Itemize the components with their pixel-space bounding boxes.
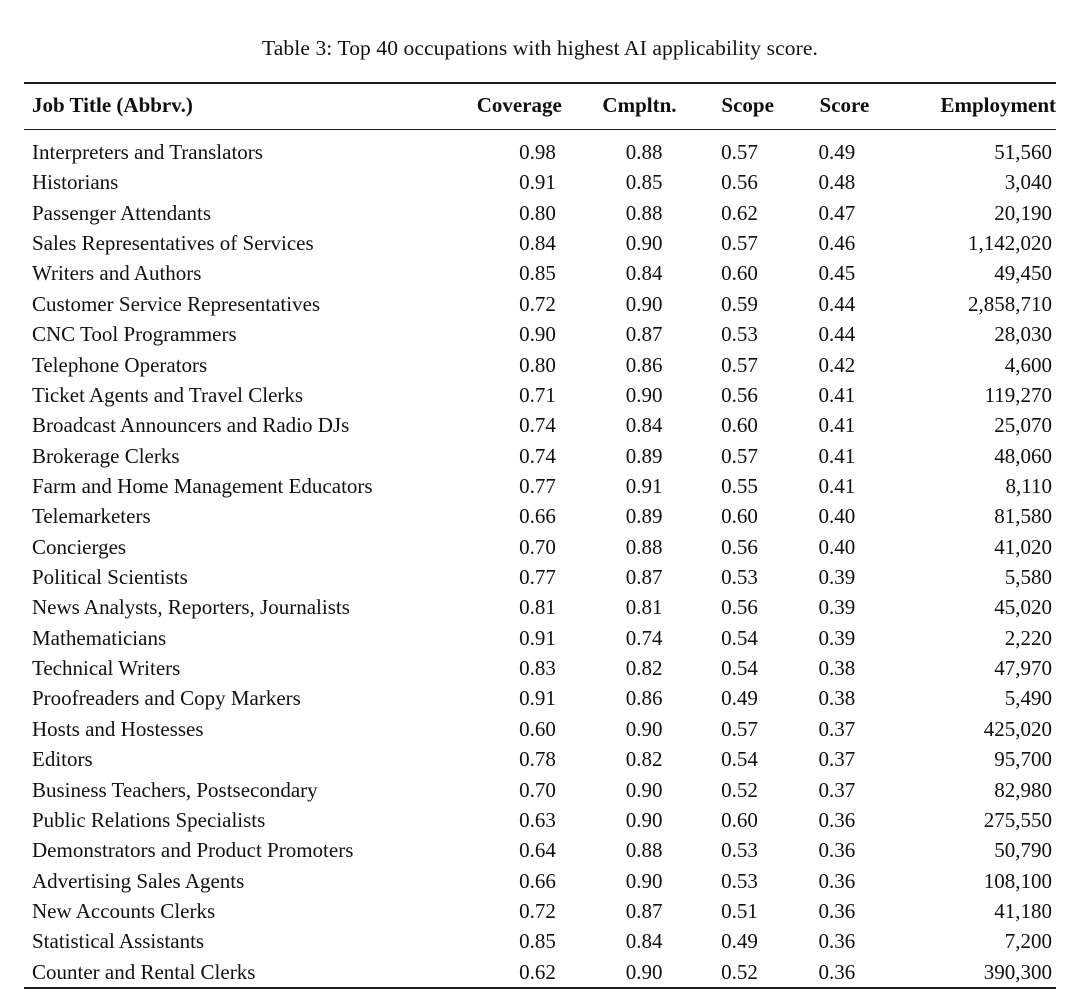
cell-coverage: 0.84	[519, 231, 556, 256]
table-row	[24, 198, 1056, 228]
cell-scope: 0.52	[721, 777, 758, 802]
cell-cmpltn: 0.91	[625, 473, 663, 498]
table-row	[24, 350, 1056, 380]
cell-coverage: 0.91	[519, 625, 556, 650]
cell-employment: 5,490	[1004, 686, 1052, 711]
table-row	[24, 562, 1056, 592]
cell-coverage: 0.83	[519, 656, 556, 681]
cell-title: Political Scientists	[32, 565, 188, 590]
cell-cmpltn: 0.90	[625, 777, 663, 802]
cell-title: Writers and Authors	[32, 261, 202, 286]
table-row	[24, 289, 1056, 319]
column-header-score: Score	[774, 83, 869, 130]
cell-score: 0.37	[818, 777, 856, 802]
cell-employment: 41,020	[994, 534, 1052, 559]
cell-scope: 0.60	[721, 413, 758, 438]
cell-title: Hosts and Hostesses	[32, 716, 204, 741]
cell-employment: 275,550	[983, 807, 1052, 832]
cell-scope: 0.59	[721, 291, 758, 316]
cell-title: New Accounts Clerks	[32, 898, 216, 923]
cell-scope: 0.56	[721, 170, 758, 195]
cell-scope: 0.57	[721, 140, 758, 164]
cell-coverage: 0.80	[519, 200, 556, 225]
cell-employment: 3,040	[1004, 170, 1052, 195]
cell-employment: 25,070	[994, 413, 1052, 438]
column-header-cmpltn: Cmpltn.	[562, 83, 677, 130]
cell-cmpltn: 0.84	[625, 413, 663, 438]
table-row	[24, 653, 1056, 683]
cell-score: 0.37	[818, 747, 856, 772]
cell-scope: 0.57	[721, 231, 758, 256]
cell-score: 0.36	[818, 807, 856, 832]
cell-scope: 0.53	[721, 868, 758, 893]
table-body	[24, 130, 1056, 988]
cell-coverage: 0.71	[519, 382, 556, 407]
table-row	[24, 623, 1056, 653]
cell-score: 0.44	[818, 291, 856, 316]
cell-cmpltn: 0.85	[625, 170, 663, 195]
cell-score: 0.49	[818, 140, 856, 164]
table-row	[24, 228, 1056, 258]
table-row	[24, 258, 1056, 288]
cell-cmpltn: 0.87	[625, 565, 663, 590]
cell-score: 0.36	[818, 898, 856, 923]
cell-scope: 0.51	[721, 898, 758, 923]
cell-coverage: 0.60	[519, 716, 556, 741]
cell-coverage: 0.74	[519, 443, 556, 468]
table-spacer-cell	[24, 130, 1056, 138]
table-row	[24, 441, 1056, 471]
column-header-coverage: Coverage	[434, 83, 562, 130]
cell-scope: 0.60	[721, 504, 758, 529]
cell-score: 0.47	[818, 200, 856, 225]
cell-employment: 28,030	[994, 322, 1052, 347]
cell-score: 0.41	[818, 473, 856, 498]
cell-scope: 0.62	[721, 200, 758, 225]
table-row	[24, 835, 1056, 865]
cell-cmpltn: 0.81	[625, 595, 663, 620]
cell-employment: 390,300	[983, 959, 1052, 984]
cell-title: Advertising Sales Agents	[32, 868, 245, 893]
cell-title: Mathematicians	[32, 625, 167, 650]
table-row	[24, 957, 1056, 987]
cell-title: Proofreaders and Copy Markers	[32, 686, 301, 711]
cell-title: Counter and Rental Clerks	[32, 959, 256, 984]
cell-employment: 2,220	[1004, 625, 1052, 650]
cell-coverage: 0.77	[519, 473, 556, 498]
table-row	[24, 744, 1056, 774]
cell-scope: 0.54	[721, 656, 758, 681]
cell-employment: 2,858,710	[968, 291, 1052, 316]
cell-cmpltn: 0.84	[625, 261, 663, 286]
cell-title: Editors	[32, 747, 93, 772]
table-row	[24, 714, 1056, 744]
cell-score: 0.36	[818, 868, 856, 893]
cell-title: News Analysts, Reporters, Journalists	[32, 595, 350, 620]
table-header	[24, 83, 1056, 130]
cell-employment: 119,270	[984, 382, 1052, 407]
table-caption: Table 3: Top 40 occupations with highest AI applicability score.	[262, 36, 818, 60]
cell-coverage: 0.62	[519, 959, 556, 984]
cell-employment: 5,580	[1004, 565, 1052, 590]
cell-score: 0.42	[818, 352, 856, 377]
cell-scope: 0.57	[721, 443, 758, 468]
cell-coverage: 0.77	[519, 565, 556, 590]
cell-score: 0.39	[818, 625, 856, 650]
table-row	[24, 896, 1056, 926]
cell-scope: 0.56	[721, 595, 758, 620]
cell-cmpltn: 0.90	[625, 807, 663, 832]
cell-title: Public Relations Specialists	[32, 807, 266, 832]
cell-title: Telephone Operators	[32, 352, 208, 377]
cell-title: Business Teachers, Postsecondary	[32, 777, 318, 802]
cell-score: 0.46	[818, 231, 856, 256]
cell-coverage: 0.66	[519, 868, 556, 893]
cell-title: CNC Tool Programmers	[32, 322, 237, 347]
table-header-row	[24, 83, 1056, 130]
cell-employment: 95,700	[994, 747, 1052, 772]
cell-score: 0.38	[818, 686, 856, 711]
cell-cmpltn: 0.82	[625, 656, 663, 681]
cell-coverage: 0.64	[519, 838, 556, 863]
cell-employment: 1,142,020	[968, 231, 1052, 256]
table-row	[24, 380, 1056, 410]
cell-score: 0.41	[818, 413, 856, 438]
cell-score: 0.36	[818, 959, 856, 984]
cell-scope: 0.53	[721, 838, 758, 863]
cell-score: 0.45	[818, 261, 856, 286]
cell-scope: 0.60	[721, 261, 758, 286]
cell-score: 0.36	[818, 929, 856, 954]
cell-scope: 0.56	[721, 534, 758, 559]
table-row	[24, 167, 1056, 197]
table-row	[24, 775, 1056, 805]
column-header-employment: Employment	[869, 83, 1056, 130]
table-row	[24, 683, 1056, 713]
cell-employment: 41,180	[994, 898, 1052, 923]
cell-cmpltn: 0.86	[625, 352, 663, 377]
cell-coverage: 0.72	[519, 898, 556, 923]
cell-employment: 49,450	[994, 261, 1052, 286]
table-row	[24, 410, 1056, 440]
column-header-job-title: Job Title (Abbrv.)	[24, 83, 434, 130]
cell-score: 0.44	[818, 322, 856, 347]
cell-employment: 51,560	[994, 140, 1052, 164]
cell-coverage: 0.70	[519, 534, 556, 559]
cell-score: 0.41	[818, 382, 856, 407]
table-row	[24, 592, 1056, 622]
table-row	[24, 926, 1056, 956]
cell-cmpltn: 0.88	[625, 534, 663, 559]
cell-coverage: 0.74	[519, 413, 556, 438]
cell-coverage: 0.63	[519, 807, 556, 832]
table-row	[24, 137, 1056, 167]
cell-cmpltn: 0.86	[625, 686, 663, 711]
cell-cmpltn: 0.90	[625, 291, 663, 316]
table-row	[24, 501, 1056, 531]
cell-cmpltn: 0.89	[625, 504, 663, 529]
cell-coverage: 0.91	[519, 686, 556, 711]
cell-title: Ticket Agents and Travel Clerks	[32, 382, 304, 407]
table-row	[24, 805, 1056, 835]
cell-cmpltn: 0.90	[625, 868, 663, 893]
cell-title: Brokerage Clerks	[32, 443, 180, 468]
cell-employment: 81,580	[994, 504, 1052, 529]
cell-employment: 8,110	[1005, 473, 1052, 498]
cell-coverage: 0.78	[519, 747, 556, 772]
cell-score: 0.39	[818, 595, 856, 620]
cell-coverage: 0.70	[519, 777, 556, 802]
cell-coverage: 0.81	[519, 595, 556, 620]
cell-scope: 0.53	[721, 322, 758, 347]
cell-scope: 0.49	[721, 929, 758, 954]
cell-title: Interpreters and Translators	[32, 140, 263, 164]
cell-scope: 0.57	[721, 716, 758, 741]
cell-employment: 108,100	[983, 868, 1052, 893]
table-row	[24, 866, 1056, 896]
cell-scope: 0.54	[721, 747, 758, 772]
cell-cmpltn: 0.88	[625, 838, 663, 863]
cell-scope: 0.53	[721, 565, 758, 590]
cell-cmpltn: 0.84	[625, 929, 663, 954]
cell-coverage: 0.85	[519, 261, 556, 286]
cell-score: 0.38	[818, 656, 856, 681]
cell-coverage: 0.66	[519, 504, 556, 529]
cell-score: 0.40	[818, 534, 856, 559]
cell-coverage: 0.80	[519, 352, 556, 377]
cell-score: 0.48	[818, 170, 856, 195]
cell-coverage: 0.90	[519, 322, 556, 347]
cell-title: Sales Representatives of Services	[32, 231, 314, 256]
cell-title: Historians	[32, 170, 119, 195]
column-header-scope: Scope	[677, 83, 774, 130]
cell-score: 0.41	[818, 443, 856, 468]
cell-scope: 0.54	[721, 625, 758, 650]
cell-scope: 0.55	[721, 473, 758, 498]
cell-employment: 7,200	[1004, 929, 1052, 954]
cell-title: Broadcast Announcers and Radio DJs	[32, 413, 350, 438]
cell-title: Farm and Home Management Educators	[32, 473, 373, 498]
cell-cmpltn: 0.90	[625, 382, 663, 407]
cell-cmpltn: 0.74	[625, 625, 663, 650]
cell-cmpltn: 0.82	[625, 747, 663, 772]
cell-title: Concierges	[32, 534, 127, 559]
cell-cmpltn: 0.90	[625, 231, 663, 256]
cell-score: 0.40	[818, 504, 856, 529]
cell-scope: 0.49	[721, 686, 758, 711]
cell-scope: 0.60	[721, 807, 758, 832]
cell-coverage: 0.85	[519, 929, 556, 954]
cell-cmpltn: 0.87	[625, 322, 663, 347]
cell-title: Customer Service Representatives	[32, 291, 321, 316]
cell-employment: 47,970	[994, 656, 1052, 681]
cell-employment: 425,020	[983, 716, 1052, 741]
cell-employment: 20,190	[994, 200, 1052, 225]
table-spacer-row	[24, 130, 1056, 138]
cell-title: Telemarketers	[32, 504, 151, 529]
cell-title: Passenger Attendants	[32, 200, 212, 225]
cell-title: Technical Writers	[32, 656, 181, 681]
table-row	[24, 532, 1056, 562]
cell-title: Statistical Assistants	[32, 929, 205, 954]
cell-cmpltn: 0.87	[625, 898, 663, 923]
table-row	[24, 319, 1056, 349]
cell-cmpltn: 0.88	[625, 200, 663, 225]
cell-scope: 0.56	[721, 382, 758, 407]
cell-score: 0.36	[818, 838, 856, 863]
cell-score: 0.39	[818, 565, 856, 590]
cell-score: 0.37	[818, 716, 856, 741]
cell-cmpltn: 0.89	[625, 443, 663, 468]
cell-employment: 82,980	[994, 777, 1052, 802]
cell-coverage: 0.91	[519, 170, 556, 195]
table-row	[24, 471, 1056, 501]
cell-employment: 45,020	[994, 595, 1052, 620]
cell-scope: 0.52	[721, 959, 758, 984]
cell-coverage: 0.98	[519, 140, 556, 164]
occupations-table	[24, 82, 1056, 987]
cell-employment: 4,600	[1004, 352, 1052, 377]
cell-cmpltn: 0.88	[625, 140, 663, 164]
cell-employment: 48,060	[994, 443, 1052, 468]
cell-scope: 0.57	[721, 352, 758, 377]
cell-cmpltn: 0.90	[625, 716, 663, 741]
cell-title: Demonstrators and Product Promoters	[32, 838, 354, 863]
cell-coverage: 0.72	[519, 291, 556, 316]
cell-employment: 50,790	[994, 838, 1052, 863]
cell-cmpltn: 0.90	[625, 959, 663, 984]
